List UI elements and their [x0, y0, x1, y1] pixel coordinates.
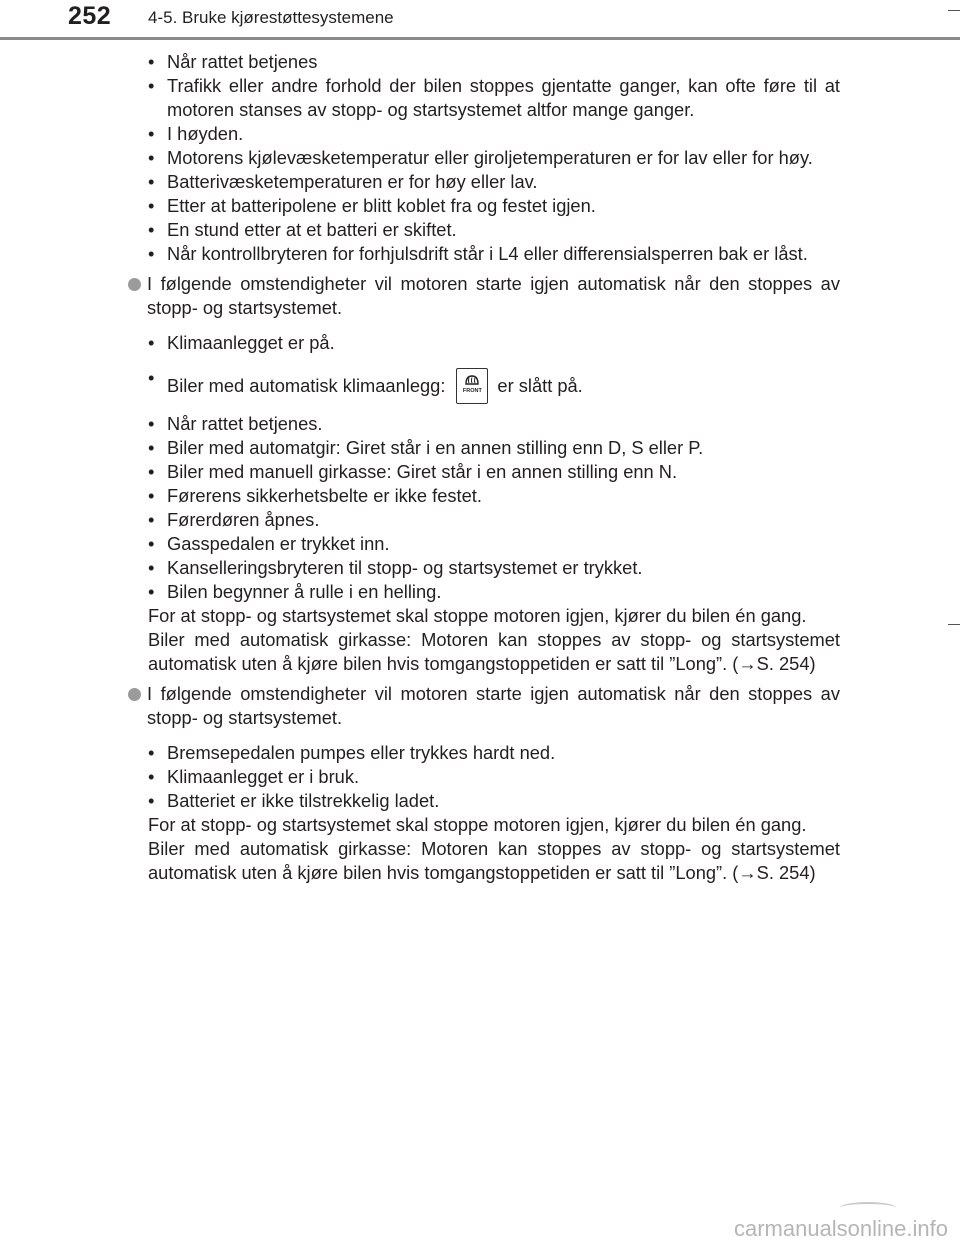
- watermark-arc: [840, 1202, 896, 1214]
- list-item: • Etter at batteripolene er blitt koblet fra og festet igjen.: [127, 194, 840, 218]
- condition-heading-2: [127, 682, 840, 730]
- list-item: • Når rattet betjenes: [127, 50, 840, 74]
- list-item: • Kanselleringsbryteren til stopp- og startsystemet er trykket.: [127, 556, 840, 580]
- list-item: • Motorens kjølevæsketemperatur eller giroljetemperaturen er for lav eller for høy.: [127, 146, 840, 170]
- section1-bullet-list: [127, 331, 840, 355]
- top-bullet-list: [127, 50, 840, 266]
- list-item: • Trafikk eller andre forhold der bilen stoppes gjentatte ganger, kan ofte føre til at motoren stanses av stopp- og startsystemet altfor mange ganger.: [127, 74, 840, 122]
- crop-mark: [948, 10, 960, 11]
- page-number: 252: [68, 2, 112, 30]
- front-icon-label: FRONT: [462, 388, 482, 394]
- list-item: • Batterivæsketemperaturen er for høy eller lav.: [127, 170, 840, 194]
- section1-bullet-list-2: [127, 412, 840, 604]
- list-item: • I høyden.: [127, 122, 840, 146]
- list-item: • Når kontrollbryteren for forhjulsdrift står i L4 eller differensialsperren bak er låst.: [127, 242, 840, 266]
- section1-icon-list: [127, 366, 840, 406]
- circle-bullet-icon: [128, 278, 141, 291]
- crop-mark: [948, 624, 960, 625]
- list-item: • Klimaanlegget er i bruk.: [127, 765, 840, 789]
- watermark-text: carmanualsonline.info: [733, 1216, 948, 1241]
- page-header: [0, 0, 960, 40]
- list-item: • Gasspedalen er trykket inn.: [127, 532, 840, 556]
- list-item: • Bremsepedalen pumpes eller trykkes hardt ned.: [127, 741, 840, 765]
- front-defroster-icon: [456, 368, 488, 404]
- circle-bullet-icon: [128, 688, 141, 701]
- note-paragraph: Biler med automatisk girkasse: Motoren kan stoppes av stopp- og startsystemet automatisk uten å kjøre bilen hvis tomgangstoppetiden er satt til ”Long”. (→S. 254): [148, 629, 840, 674]
- section-title: 4-5. Bruke kjørestøttesystemene: [148, 8, 394, 27]
- page-content: [127, 50, 840, 885]
- condition-heading-text: I følgende omstendigheter vil motoren starte igjen automatisk når den stoppes av stopp- og startsystemet.: [147, 683, 840, 728]
- note-paragraph: For at stopp- og startsystemet skal stoppe motoren igjen, kjører du bilen én gang.: [148, 605, 807, 626]
- section2-bullet-list: [127, 741, 840, 813]
- list-item: • Biler med manuell girkasse: Giret står i en annen stilling enn N.: [127, 460, 840, 484]
- icon-item-text-after: er slått på.: [497, 375, 583, 396]
- condition-heading-1: [127, 272, 840, 320]
- list-item: • En stund etter at et batteri er skiftet.: [127, 218, 840, 242]
- list-item: • Førerens sikkerhetsbelte er ikke festet.: [127, 484, 840, 508]
- list-item: • Batteriet er ikke tilstrekkelig ladet.: [127, 789, 840, 813]
- list-item: • Førerdøren åpnes.: [127, 508, 840, 532]
- list-item-with-icon: [127, 366, 840, 406]
- list-item: • Biler med automatgir: Giret står i en annen stilling enn D, S eller P.: [127, 436, 840, 460]
- list-item: • Klimaanlegget er på.: [127, 331, 840, 355]
- icon-item-text-before: • Biler med automatisk klimaanlegg:: [167, 375, 446, 396]
- list-item: • Bilen begynner å rulle i en helling.: [127, 580, 840, 604]
- note-paragraph: For at stopp- og startsystemet skal stoppe motoren igjen, kjører du bilen én gang.: [148, 814, 807, 835]
- condition-heading-text: I følgende omstendigheter vil motoren starte igjen automatisk når den stoppes av stopp- og startsystemet.: [147, 273, 840, 318]
- header-rule: [0, 37, 960, 40]
- list-item: • Når rattet betjenes.: [127, 412, 840, 436]
- note-paragraph: Biler med automatisk girkasse: Motoren kan stoppes av stopp- og startsystemet automatisk uten å kjøre bilen hvis tomgangstoppetiden er satt til ”Long”. (→S. 254): [148, 838, 840, 883]
